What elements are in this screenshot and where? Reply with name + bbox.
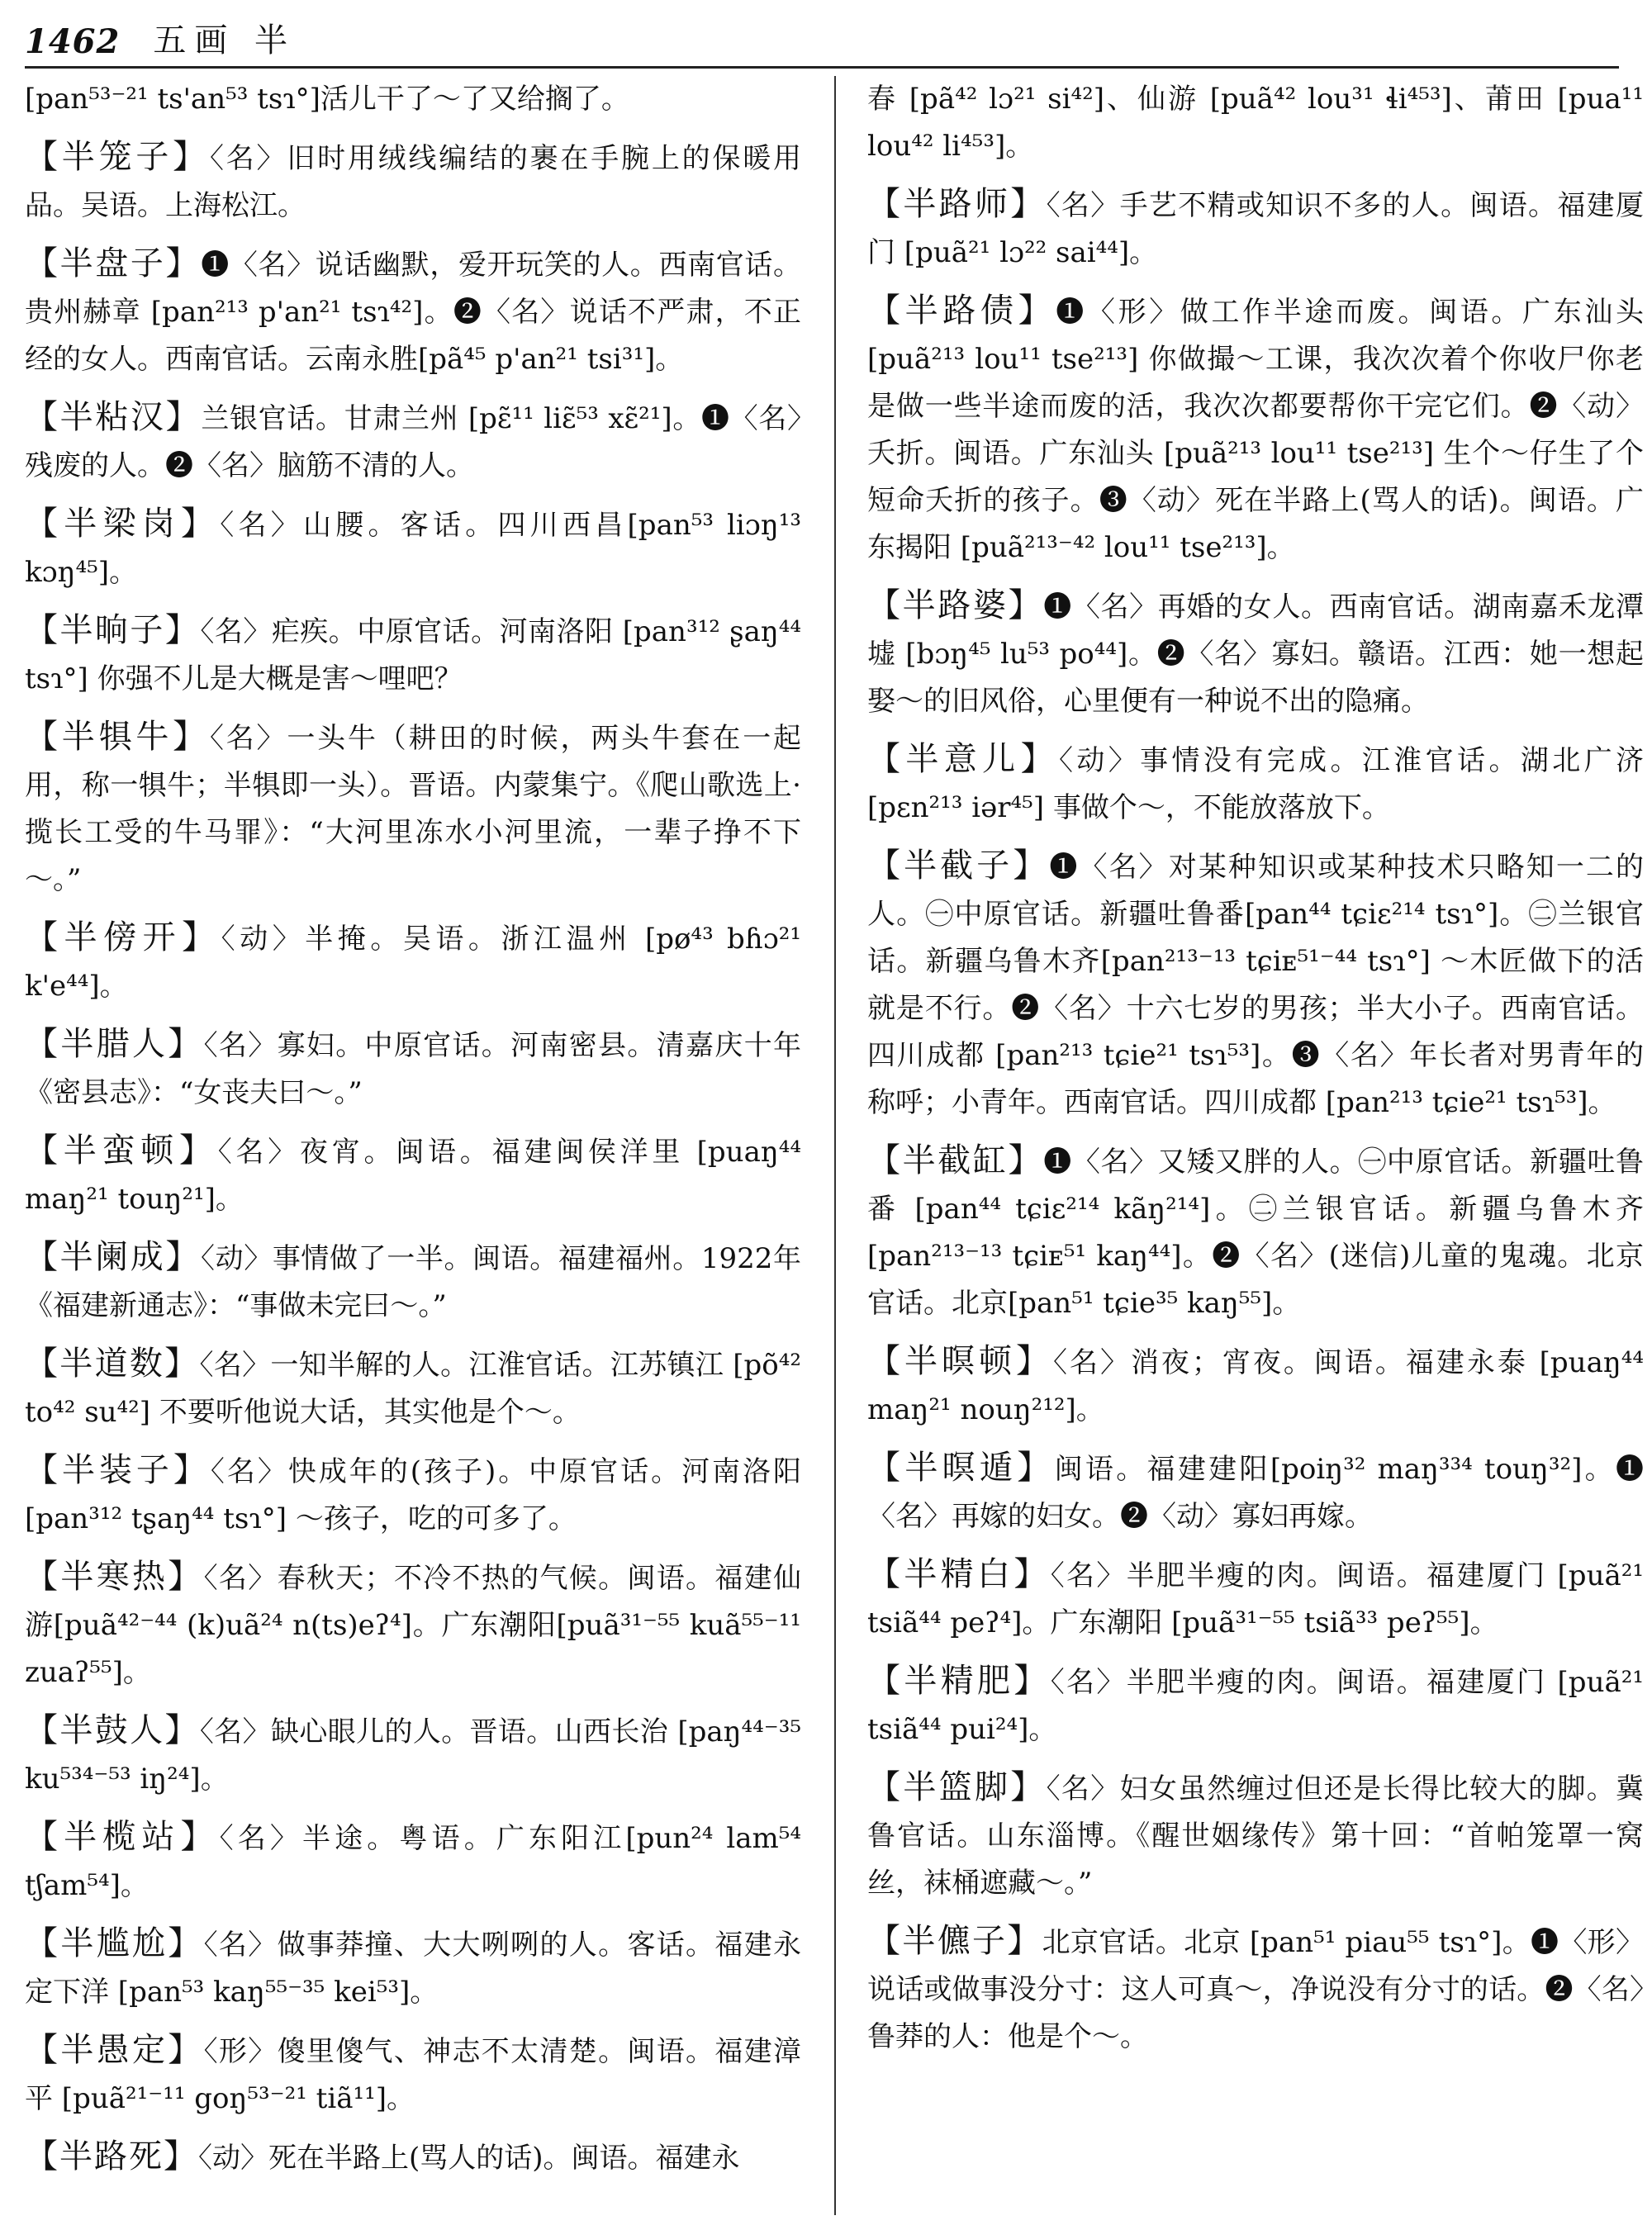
dictionary-entry	[25, 1920, 801, 2016]
entry-headword: 【半梁岗】	[25, 505, 221, 543]
entry-definition: 兰银官话。甘肃兰州 [pɛ̃¹¹ liɛ̃⁵³ xɛ̃²¹]。❶〈名〉残废的人。❷〈名〉脑筋不清的人。	[25, 402, 801, 482]
entry-headword: 【半儦子】	[867, 1922, 1042, 1960]
entry-definition: 〈动〉半掩。吴语。浙江温州 [pø⁴³ bɦɔ²¹ k'e⁴⁴]。	[25, 923, 801, 1003]
entry-definition: ❶〈形〉做工作半途而废。闽语。广东汕头 [puã²¹³ lou¹¹ tse²¹³] 你做撮～工课，我次次着个你收尸你老是做一些半途而废的活，我次次都要帮你干完它们。❷〈动〉夭折。闽语。广东汕头 [puã²¹³ lou¹¹ tse²¹³] 生个～仔生了个短命夭折的孩子。❸〈动〉死在半路上(骂人的话)。闽语。广东揭阳 [puã²¹³⁻⁴² lou¹¹ tse²¹³]。	[867, 296, 1644, 564]
entry-definition: 〈名〉半途。粤语。广东阳江[pun²⁴ lam⁵⁴ tʃam⁵⁴]。	[25, 1822, 801, 1902]
dictionary-entry	[25, 1447, 801, 1543]
entry-headword: 【半鼓人】	[25, 1711, 200, 1749]
dictionary-entry	[867, 1658, 1644, 1753]
left-continuation-text: [pan⁵³⁻²¹ ts'an⁵³ tsɿ°]活儿干了～了又给搁了。	[25, 83, 629, 116]
entry-definition: 〈名〉快成年的(孩子)。中原官话。河南洛阳 [pan³¹² tʂaŋ⁴⁴ tsɿ°] ～孩子，吃的可多了。	[25, 1455, 801, 1535]
entry-headword: 【半盘子】	[25, 244, 202, 282]
entry-definition: 〈形〉傻里傻气、神志不太清楚。闽语。福建漳平 [puã²¹⁻¹¹ goŋ⁵³⁻²¹ tiã¹¹]。	[25, 2035, 801, 2115]
dictionary-entry	[25, 1707, 801, 1803]
entry-headword: 【半暝遁】	[867, 1449, 1055, 1487]
dictionary-entry	[25, 1127, 801, 1223]
dictionary-entry	[867, 842, 1644, 1127]
dictionary-entry	[25, 714, 801, 904]
dictionary-entry	[25, 240, 801, 383]
entry-definition: 〈名〉一头牛（耕田的时候，两头牛套在一起用，称一犋牛；半犋即一头）。晋语。内蒙集宁。《爬山歌选上·揽长工受的牛马罪》：“大河里冻水小河里流，一辈子挣不下～。”	[25, 722, 801, 896]
dictionary-entry	[867, 1551, 1644, 1647]
entry-definition: 〈名〉夜宵。闽语。福建闽侯洋里 [puaŋ⁴⁴ maŋ²¹ touŋ²¹]。	[25, 1136, 801, 1216]
column-divider	[834, 76, 836, 2215]
entry-definition: 〈名〉手艺不精或知识不多的人。闽语。福建厦门 [puã²¹ lɔ²² sai⁴⁴]。	[867, 189, 1644, 269]
entry-definition: 〈名〉半肥半瘦的肉。闽语。福建厦门 [puã²¹ tsiã⁴⁴ pui²⁴]。	[867, 1666, 1644, 1746]
dictionary-entry	[25, 134, 801, 230]
dictionary-entry	[25, 607, 801, 703]
entry-definition: ❶〈名〉说话幽默，爱开玩笑的人。西南官话。贵州赫章 [pan²¹³ p'an²¹ tsɿ⁴²]。❷〈名〉说话不严肃，不正经的女人。西南官话。云南永胜[pã⁴⁵ p'an²¹ tsi³¹]。	[25, 249, 801, 376]
entry-definition: 闽语。福建建阳[poiŋ³² maŋ³³⁴ touŋ³²]。❶〈名〉再嫁的妇女。❷〈动〉寡妇再嫁。	[867, 1453, 1644, 1533]
dictionary-entry	[25, 2027, 801, 2123]
entry-headword: 【半榄站】	[25, 1818, 220, 1856]
entry-headword: 【半篮脚】	[867, 1768, 1047, 1806]
entry-definition: 〈动〉事情没有完成。江淮官话。湖北广济 [pɛn²¹³ iər⁴⁵] 事做个～，不能放落放下。	[867, 744, 1644, 824]
entry-headword: 【半截缸】	[867, 1141, 1044, 1179]
entry-definition: 〈名〉缺心眼儿的人。晋语。山西长治 [paŋ⁴⁴⁻³⁵ ku⁵³⁴⁻⁵³ iŋ²⁴]。	[25, 1715, 801, 1796]
dictionary-entry	[25, 1234, 801, 1330]
entry-headword: 【半阑成】	[25, 1238, 202, 1276]
entry-definition: 〈动〉死在半路上(骂人的话)。闽语。福建永	[198, 2142, 740, 2175]
entry-definition: 〈名〉妇女虽然缠过但还是长得比较大的脚。冀鲁官话。山东淄博。《醒世姻缘传》第十回：“首帕笼罩一窝丝，袜桶遮藏～。”	[867, 1772, 1644, 1900]
entry-definition: ❶〈名〉对某种知识或某种技术只略知一二的人。㊀中原官话。新疆吐鲁番[pan⁴⁴ tɕiɛ²¹⁴ tsɿ°]。㊁兰银官话。新疆乌鲁木齐[pan²¹³⁻¹³ tɕiᴇ⁵¹⁻⁴⁴ tsɿ°] ～木匠做下的活就是不行。❷〈名〉十六七岁的男孩；半大小子。西南官话。四川成都 [pan²¹³ tɕie²¹ tsɿ⁵³]。❸〈名〉年长者对男青年的称呼；小青年。西南官话。四川成都 [pan²¹³ tɕie²¹ tsɿ⁵³]。	[867, 851, 1644, 1119]
dictionary-entry	[867, 1445, 1644, 1540]
dictionary-entry	[867, 1137, 1644, 1327]
dictionary-entry	[867, 287, 1644, 572]
left-column	[25, 76, 801, 2215]
entry-definition: 〈名〉做事莽撞、大大咧咧的人。客话。福建永定下洋 [pan⁵³ kaŋ⁵⁵⁻³⁵ kei⁵³]。	[25, 1929, 801, 2009]
page-number: 1462	[25, 22, 121, 61]
entry-headword: 【半愚定】	[25, 2031, 204, 2069]
entry-headword: 【半路死】	[25, 2137, 198, 2175]
page-header	[25, 15, 1619, 69]
page-section-title: 五画 半	[153, 21, 297, 59]
entry-headword: 【半犋牛】	[25, 718, 210, 756]
entry-headword: 【半意儿】	[867, 740, 1059, 778]
dictionary-entry	[25, 501, 801, 596]
dictionary-entry	[867, 181, 1644, 277]
entry-headword: 【半晌子】	[25, 611, 201, 649]
entry-headword: 【半笼子】	[25, 138, 210, 176]
right-continuation-text: 春 [pã⁴² lɔ²¹ si⁴²]、仙游 [puã⁴² lou³¹ ɬi⁴⁵³]、莆田 [pua¹¹ lou⁴² li⁴⁵³]。	[867, 83, 1644, 163]
right-column	[867, 76, 1644, 2215]
entry-definition: 〈名〉一知半解的人。江淮官话。江苏镇江 [põ⁴² to⁴² su⁴²] 不要听他说大话，其实他是个～。	[25, 1349, 801, 1429]
dictionary-entry	[25, 914, 801, 1010]
entry-headword: 【半寒热】	[25, 1558, 204, 1596]
entry-headword: 【半道数】	[25, 1345, 200, 1383]
entry-headword: 【半路婆】	[867, 586, 1044, 624]
dictionary-entry	[867, 1338, 1644, 1434]
entry-definition: 〈动〉事情做了一半。闽语。福建福州。1922年《福建新通志》：“事做未完曰～。”	[25, 1242, 801, 1322]
dictionary-entry	[25, 2133, 801, 2182]
entry-headword: 【半尴尬】	[25, 1924, 204, 1962]
dictionary-entry	[867, 736, 1644, 832]
entry-definition: 〈名〉消夜；宵夜。闽语。福建永泰 [puaŋ⁴⁴ maŋ²¹ nouŋ²¹²]。	[867, 1346, 1644, 1426]
dictionary-entry	[25, 1340, 801, 1436]
entry-headword: 【半蛮顿】	[25, 1132, 218, 1170]
entry-headword: 【半精白】	[867, 1555, 1051, 1593]
dictionary-entry	[867, 1918, 1644, 2061]
dictionary-entry	[867, 582, 1644, 725]
entry-definition: 〈名〉春秋天；不冷不热的气候。闽语。福建仙游[puã⁴²⁻⁴⁴ (k)uã²⁴ n(ts)eʔ⁴]。广东潮阳[puã³¹⁻⁵⁵ kuã⁵⁵⁻¹¹ zuaʔ⁵⁵]。	[25, 1562, 801, 1689]
entry-headword: 【半腊人】	[25, 1025, 204, 1063]
entry-headword: 【半截子】	[867, 847, 1050, 885]
entry-definition: 〈名〉半肥半瘦的肉。闽语。福建厦门 [puã²¹ tsiã⁴⁴ peʔ⁴]。广东潮阳 [puã³¹⁻⁵⁵ tsiã³³ peʔ⁵⁵]。	[867, 1559, 1644, 1639]
entry-headword: 【半精肥】	[867, 1662, 1051, 1700]
entry-definition: ❶〈名〉又矮又胖的人。㊀中原官话。新疆吐鲁番 [pan⁴⁴ tɕiɛ²¹⁴ kãŋ²¹⁴]。㊁兰银官话。新疆乌鲁木齐 [pan²¹³⁻¹³ tɕiᴇ⁵¹ kaŋ⁴⁴]。❷〈名〉(迷信)儿童的鬼魂。北京官话。北京[pan⁵¹ tɕie³⁵ kaŋ⁵⁵]。	[867, 1146, 1644, 1320]
dictionary-entry	[867, 1764, 1644, 1907]
entry-definition: 〈名〉山腰。客话。四川西昌[pan⁵³ liɔŋ¹³ kɔŋ⁴⁵]。	[25, 509, 801, 589]
dictionary-entry	[25, 1554, 801, 1696]
entry-definition: 〈名〉疟疾。中原官话。河南洛阳 [pan³¹² ʂaŋ⁴⁴ tsɿ°] 你强不儿是大概是害～哩吧？	[25, 615, 801, 695]
entry-headword: 【半粘汉】	[25, 398, 202, 436]
dictionary-entry	[25, 394, 801, 490]
dictionary-entry	[25, 1814, 801, 1910]
dictionary-entry	[25, 1021, 801, 1117]
entry-definition: 〈名〉旧时用绒线编结的裹在手腕上的保暖用品。吴语。上海松江。	[25, 142, 801, 222]
entry-definition: 〈名〉寡妇。中原官话。河南密县。清嘉庆十年《密县志》：“女丧夫曰～。”	[25, 1029, 801, 1109]
entry-headword: 【半装子】	[25, 1451, 211, 1489]
entry-definition: ❶〈名〉再婚的女人。西南官话。湖南嘉禾龙潭墟 [bɔŋ⁴⁵ lu⁵³ po⁴⁴]。❷〈名〉寡妇。赣语。江西：她一想起娶～的旧风俗，心里便有一种说不出的隐痛。	[867, 591, 1644, 718]
entry-headword: 【半暝顿】	[867, 1342, 1053, 1380]
entry-definition: 北京官话。北京 [pan⁵¹ piau⁵⁵ tsɿ°]。❶〈形〉说话或做事没分寸：这人可真～，净说没有分寸的话。❷〈名〉鲁莽的人：他是个～。	[867, 1926, 1644, 2053]
entry-headword: 【半路师】	[867, 185, 1047, 223]
entry-headword: 【半傍开】	[25, 918, 221, 956]
entry-headword: 【半路债】	[867, 292, 1056, 330]
